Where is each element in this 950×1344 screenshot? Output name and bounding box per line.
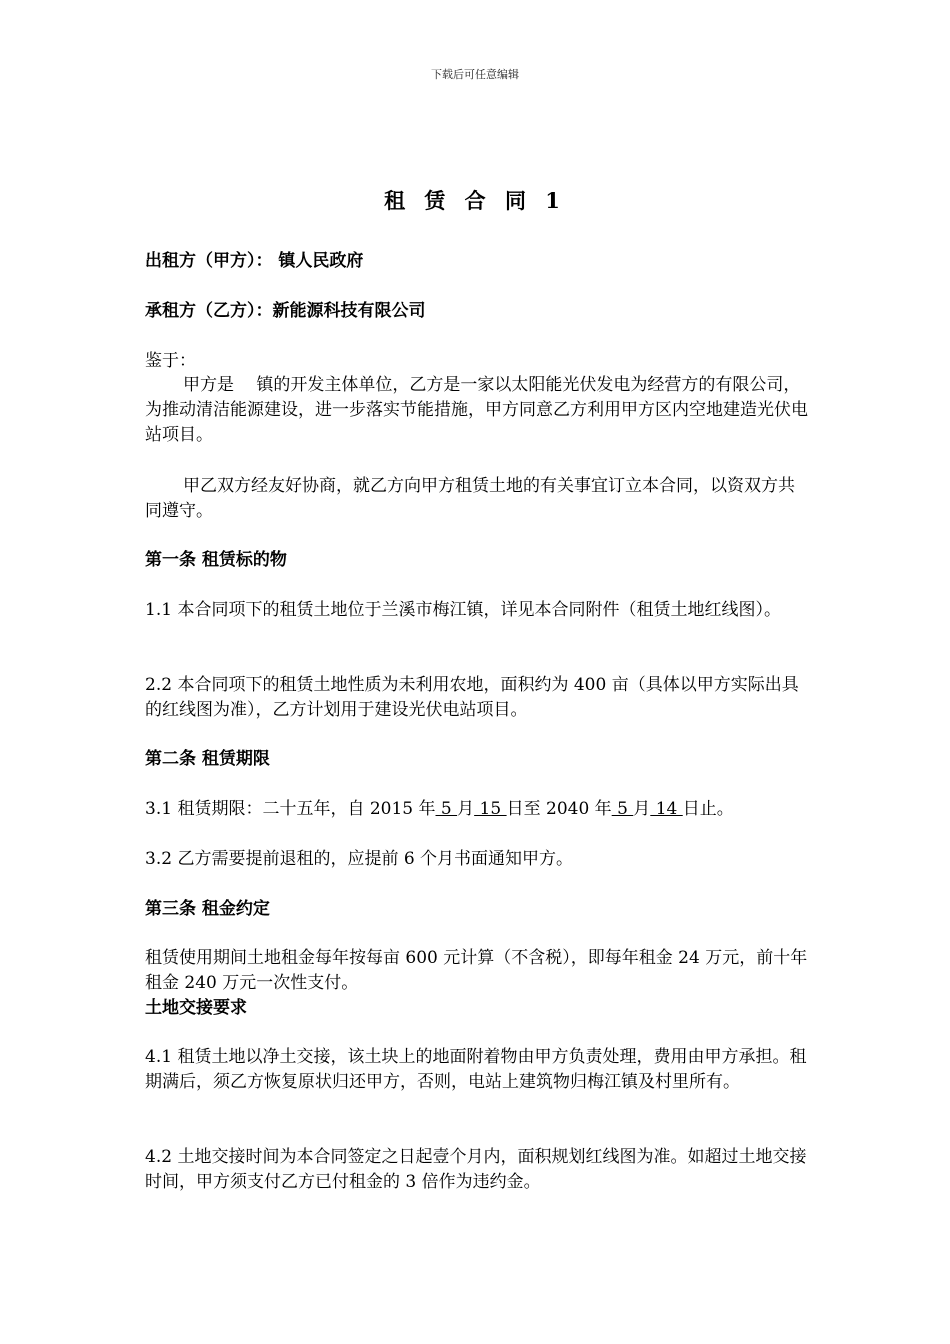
end-day: 14 bbox=[650, 799, 683, 819]
clause-2-2: 2.2 本合同项下的租赁土地性质为未利用农地，面积约为 400 亩（具体以甲方实际出具的红线图为准），乙方计划用于建设光伏电站项目。 bbox=[145, 675, 799, 720]
document-title: 租 赁 合 同 1 bbox=[384, 188, 566, 213]
clause-3-1-text-c: 日至 2040 年 bbox=[506, 799, 612, 819]
clause-3-1-text-a: 3.1 租赁期限：二十五年，自 2015 年 bbox=[145, 799, 436, 819]
clause-3-1-text-e: 日止。 bbox=[682, 799, 734, 819]
start-day: 15 bbox=[474, 799, 507, 819]
end-month: 5 bbox=[611, 799, 634, 819]
preamble-label: 鉴于： bbox=[145, 351, 196, 371]
preamble-paragraph-1: 甲方是 镇的开发主体单位，乙方是一家以太阳能光伏发电为经营方的有限公司，为推动清洁能源建设，进一步落实节能措施，甲方同意乙方利用甲方区内空地建造光伏电站项目。 bbox=[145, 375, 808, 445]
start-month: 5 bbox=[435, 799, 458, 819]
clause-4-2: 4.2 土地交接时间为本合同签定之日起壹个月内，面积规划红线图为准。如超过土地交接时间，甲方须支付乙方已付租金的 3 倍作为违约金。 bbox=[145, 1147, 807, 1192]
preamble-paragraph-2: 甲乙双方经友好协商，就乙方向甲方租赁土地的有关事宜订立本合同，以资双方共同遵守。 bbox=[145, 476, 795, 521]
article-1-heading: 第一条 租赁标的物 bbox=[145, 550, 287, 570]
rent-paragraph: 租赁使用期间土地租金每年按每亩 600 元计算（不含税），即每年租金 24 万元，前十年租金 240 万元一次性支付。 bbox=[145, 948, 808, 993]
clause-3-1-text-b: 月 bbox=[457, 799, 475, 819]
clause-3-2: 3.2 乙方需要提前退租的，应提前 6 个月书面通知甲方。 bbox=[145, 849, 574, 869]
clause-4-1: 4.1 租赁土地以净土交接，该土块上的地面附着物由甲方负责处理，费用由甲方承担。租期满后，须乙方恢复原状归还甲方，否则，电站上建筑物归梅江镇及村里所有。 bbox=[145, 1047, 807, 1092]
article-2-heading: 第二条 租赁期限 bbox=[145, 749, 270, 769]
article-4-heading: 土地交接要求 bbox=[145, 998, 247, 1018]
lessee-line: 承租方（乙方）：新能源科技有限公司 bbox=[145, 301, 426, 321]
page-header-note: 下载后可任意编辑 bbox=[431, 68, 519, 81]
clause-3-1 bbox=[145, 797, 734, 822]
clause-3-1-text-d: 月 bbox=[633, 799, 651, 819]
article-3-heading: 第三条 租金约定 bbox=[145, 899, 270, 919]
clause-1-1: 1.1 本合同项下的租赁土地位于兰溪市梅江镇，详见本合同附件（租赁土地红线图）。 bbox=[145, 600, 781, 620]
lessor-line: 出租方（甲方）： 镇人民政府 bbox=[145, 251, 364, 271]
